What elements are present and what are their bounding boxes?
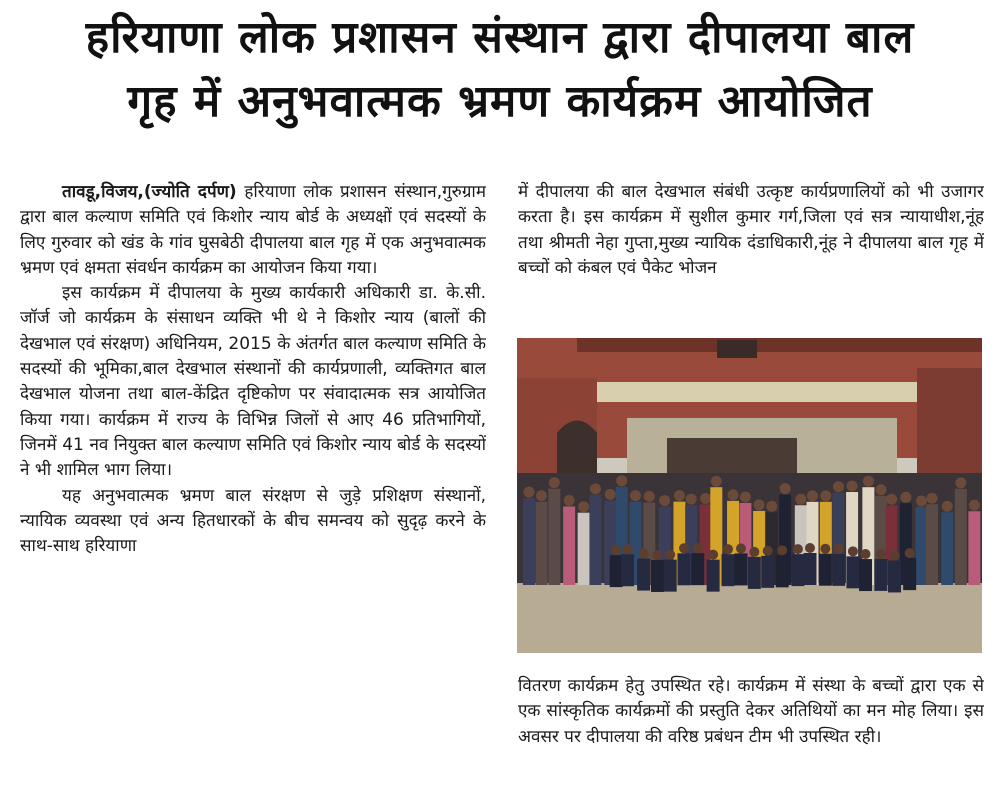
photo-child-head [723,544,733,554]
photo-person-standing [589,495,601,585]
photo-person-standing [941,512,953,585]
article-column-right-top [518,180,984,332]
photo-person-standing [915,507,927,585]
article-column-left [20,180,486,800]
photo-person-standing [578,513,590,585]
article-paragraph-3: यह अनुभवात्मक भ्रमण बाल संरक्षण से जुड़े प्रशिक्षण संस्थानों, न्यायिक व्यवस्था एवं अन्य हितधारकों के बीच समन्वय को सुदृढ़ करने के साथ-साथ हरियाणा [20,485,486,557]
group-photo [517,338,982,653]
photo-person-head [711,476,722,487]
photo-person-head [700,493,711,504]
photo-child-seated [819,554,832,586]
photo-child-seated [707,560,720,592]
photo-child-head [611,545,621,555]
photo-person-head [754,499,765,510]
photo-child-seated [846,556,859,588]
photo-child-head [834,544,844,554]
photo-person-standing [535,502,547,585]
photo-person-head [847,481,858,492]
headline-line-2: गृह में अनुभवात्मक भ्रमण कार्यक्रम आयोजित [127,76,873,127]
photo-person-head [766,501,777,512]
photo-child-seated [678,553,691,585]
photo-child-seated [610,555,623,587]
photo-person-head [674,490,685,501]
photo-child-head [848,546,858,556]
photo-child-head [820,544,830,554]
photo-person-head [833,481,844,492]
photo-child-seated [621,554,634,586]
photo-child-head [805,543,815,553]
photo-child-head [693,543,703,553]
group-photo-image [517,338,982,653]
photo-child-seated [903,558,916,590]
photo-child-head [623,544,633,554]
photo-person-head [875,484,886,495]
photo-person-head [686,494,697,505]
photo-child-seated [748,557,761,589]
photo-person-head [578,501,589,512]
photo-person-standing [955,489,967,585]
article-paragraph-1-text: हरियाणा लोक प्रशासन संस्थान,गुरुग्राम द्वारा बाल कल्याण समिति एवं किशोर न्याय बोर्ड के अध्यक्षों एवं सदस्यों के लिए गुरुवार को खंड के गांव घुसबेठी दीपालया बाल गृह में एक अनुभवात्मक भ्रमण एवं क्षमता संवर्धन कार्यक्रम का आयोजन किया गया। [20,182,486,278]
photo-person-head [807,490,818,501]
photo-child-head [777,545,787,555]
headline-line-1: हरियाणा लोक प्रशासन संस्थान द्वारा दीपालया बाल [85,12,915,63]
photo-person-head [886,494,897,505]
photo-building-ledge [577,338,982,352]
photo-person-standing [968,511,980,585]
photo-person-standing [548,489,560,585]
photo-person-head [820,490,831,501]
photo-person-head [659,495,670,506]
photo-child-seated [664,560,677,592]
photo-child-seated [874,559,887,591]
photo-child-seated [791,554,804,586]
photo-child-seated [832,554,845,586]
photo-child-seated [859,559,872,591]
photo-person-head [900,492,911,503]
photo-child-head [639,549,649,559]
photo-child-head [749,547,759,557]
photo-child-seated [734,553,747,585]
photo-person-head [942,501,953,512]
article-paragraph-1 [20,180,486,281]
photo-child-seated [691,553,704,585]
photo-child-head [876,549,886,559]
article-column-right-bottom [518,674,984,802]
photo-person-head [616,475,627,486]
photo-child-head [763,546,773,556]
photo-child-head [679,543,689,553]
photo-child-seated [776,555,789,587]
photo-person-head [523,487,534,498]
photo-child-head [736,543,746,553]
photo-person-standing [523,498,535,585]
photo-child-seated [651,560,664,592]
photo-person-head [740,491,751,502]
photo-child-head [905,548,915,558]
photo-person-head [927,493,938,504]
photo-person-standing [926,504,938,585]
photo-child-head [890,550,900,560]
photo-person-head [780,483,791,494]
photo-person-head [590,483,601,494]
article-paragraph-2: इस कार्यक्रम में दीपालया के मुख्य कार्यकारी अधिकारी डा. के.सी. जॉर्ज जो कार्यक्रम के संसाधन व्यक्ति भी थे ने किशोर न्याय (बालों की देखभाल एवं संरक्षण) अधिनियम, 2015 के अंतर्गत बाल कल्याण समिति के सदस्यों की भूमिका,बाल देखभाल संस्थानों की कार्यप्रणाली, व्यक्तिगत बाल देखभाल योजना तथा बाल-केंद्रित दृष्टिकोण पर संवादात्मक सत्र आयोजित किया गया। कार्यक्रम में राज्य के विभिन्न जिलों से आए 46 प्रतिभागियों, जिनमें 41 नव नियुक्त बाल कल्याण समिति एवं किशोर न्याय बोर्ड के सदस्यों ने भी शामिल भाग लिया। [20,283,486,481]
photo-person-head [605,489,616,500]
photo-child-head [652,550,662,560]
photo-child-seated [803,553,816,585]
article-paragraph-4: में दीपालया की बाल देखभाल संबंधी उत्कृष्ट कार्यप्रणालियों को भी उजागर करता है। इस कार्यक्रम में सुशील कुमार गर्ग,जिला एवं सत्र न्यायाधीश,नूंह तथा श्रीमती नेहा गुप्ता,मुख्य न्यायिक दंडाधिकारी,नूंह ने दीपालया बाल गृह में बच्चों को कंबल एवं पैकेट भोजन [518,182,984,278]
photo-child-seated [888,560,901,592]
photo-person-head [536,490,547,501]
photo-child-head [861,549,871,559]
photo-person-standing [563,506,575,585]
photo-building-window [717,340,757,358]
photo-child-head [708,550,718,560]
photo-person-head [795,494,806,505]
photo-person-head [564,495,575,506]
photo-child-seated [637,559,650,591]
photo-person-head [863,476,874,487]
photo-child-head [665,550,675,560]
headline [0,6,1000,134]
photo-child-seated [722,554,735,586]
photo-child-seated [761,556,774,588]
photo-child-head [793,544,803,554]
photo-person-head [644,491,655,502]
dateline: तावडू,विजय,(ज्योति दर्पण) [62,182,237,202]
photo-person-head [549,477,560,488]
photo-person-head [916,495,927,506]
photo-person-head [630,490,641,501]
article-paragraph-5: वितरण कार्यक्रम हेतु उपस्थित रहे। कार्यक्रम में संस्था के बच्चों द्वारा एक से एक सांस्कृतिक कार्यक्रमों की प्रस्तुति देकर अतिथियों का मन मोह लिया। इस अवसर पर दीपालया की वरिष्ठ प्रबंधन टीम भी उपस्थित रही। [518,676,984,747]
photo-person-head [969,500,980,511]
photo-person-head [728,489,739,500]
photo-person-head [955,477,966,488]
